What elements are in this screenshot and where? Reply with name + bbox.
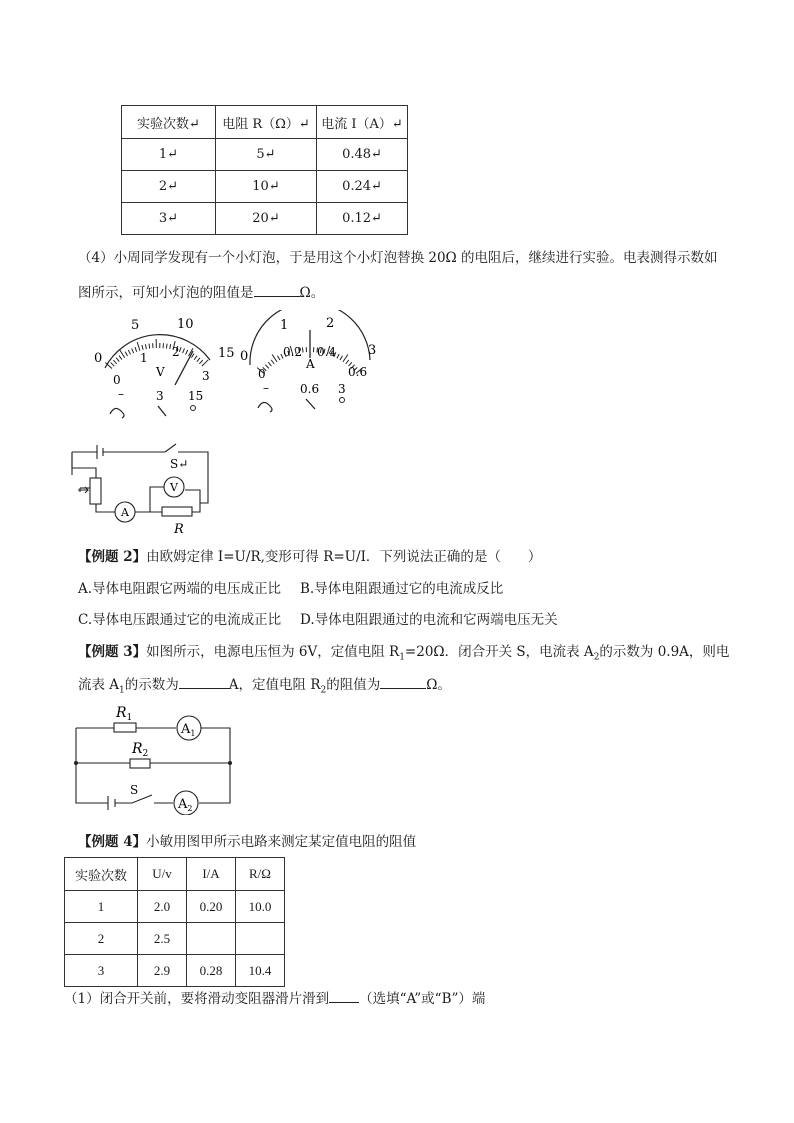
answer-blank xyxy=(380,688,426,689)
table1-cell: 20↵ xyxy=(216,203,317,235)
q4-line-1: （4）小周同学发现有一个小灯泡，于是用这个小灯泡替换 20Ω 的电阻后，继续进行实验。电表测得示数如 xyxy=(78,250,718,266)
example-2-option-b: B.导体电阻跟通过它的电流成反比 xyxy=(300,581,504,597)
example-2-option-d: D.导体电阻跟通过的电流和它两端电压无关 xyxy=(300,612,558,628)
table1-cell: 5↵ xyxy=(216,139,317,171)
meter-tick xyxy=(278,356,281,360)
table1-cell: 0.12↵ xyxy=(317,203,408,235)
table2-cell: 0.20 xyxy=(187,891,236,923)
ammeter-scale-label: 1 xyxy=(280,318,289,333)
ammeter-scale-label: 0 xyxy=(240,349,249,364)
table1-cell: 1↵ xyxy=(122,139,216,171)
ammeter-scale-label: 2 xyxy=(326,316,335,331)
meter-tick xyxy=(111,363,115,367)
example-2-option-a: A.导体电阻跟它两端的电压成正比 xyxy=(78,581,282,597)
table1-cell: 2↵ xyxy=(122,171,216,203)
meter-tick xyxy=(119,356,122,360)
meter-tick xyxy=(149,344,150,349)
meter-tick xyxy=(337,354,339,358)
circuit1-resistor-label: R xyxy=(174,522,184,537)
meter-tick xyxy=(170,344,171,349)
meter-tick xyxy=(166,344,167,349)
meter-tick xyxy=(197,358,200,362)
results-table-2 xyxy=(64,857,285,987)
ammeter-scale-label: 0.4 xyxy=(317,345,337,359)
circuit1-ammeter-label: A xyxy=(121,506,129,519)
example-2-option-c: C.导体电压跟通过它的电流成正比 xyxy=(78,612,282,628)
ammeter-scale-label: 0 xyxy=(258,367,266,381)
ammeter-scale-label: 0.6 xyxy=(348,365,368,379)
ammeter-scale-label: 0.2 xyxy=(283,345,303,359)
table2-header: U/v xyxy=(138,858,187,891)
table1-header: 电流 I（A）↵ xyxy=(317,106,408,139)
circuit2-a1-label: $A_1$ xyxy=(181,722,196,738)
meter-tick xyxy=(137,342,140,351)
meter-tick xyxy=(120,350,125,358)
voltmeter-scale-label: 3 xyxy=(202,369,210,383)
voltmeter-unit: V xyxy=(156,365,165,379)
junction-dot xyxy=(228,761,232,765)
circuit2-r2-label: $R_2$ xyxy=(132,741,149,759)
example-3-line-1: 【例题 3】如图所示，电源电压恒为 6V，定值电阻 $R_1=20\Omega$．闭合开关 S，电流表 $A_2$的示数为 0.9A，则电 xyxy=(78,644,730,663)
terminal-icon xyxy=(340,398,345,403)
voltmeter-scale-label: 0 xyxy=(113,373,121,387)
answer-blank xyxy=(254,296,300,297)
table2-cell: 3 xyxy=(65,955,138,987)
voltmeter-terminal-label: 15 xyxy=(188,389,204,403)
table2-cell: 10.0 xyxy=(236,891,285,923)
terminal-icon xyxy=(158,406,166,416)
junction-dot xyxy=(74,761,78,765)
meter-tick xyxy=(142,345,143,350)
voltmeter-scale-label: 0 xyxy=(94,351,103,366)
voltmeter-scale-label: 1 xyxy=(140,351,148,365)
voltmeter-scale-label: 5 xyxy=(131,318,140,333)
meter-tick xyxy=(271,360,274,364)
table1-cell: 0.24↵ xyxy=(317,171,408,203)
wire-icon xyxy=(258,402,272,412)
table2-cell: 2.5 xyxy=(138,923,187,955)
meter-tick xyxy=(113,360,116,364)
circuit2-switch-label: S xyxy=(130,783,139,797)
example-4-stem: 【例题 4】小敏用图甲所示电路来测定某定值电阻的阻值 xyxy=(78,834,417,850)
ammeter-unit: A xyxy=(306,357,315,371)
meter-tick xyxy=(183,348,185,353)
table2-cell: 0.28 xyxy=(187,955,236,987)
circuit-diagram-1 xyxy=(70,440,220,540)
results-table-1 xyxy=(121,105,408,235)
table2-cell: 10.4 xyxy=(236,955,285,987)
meter-tick xyxy=(265,365,268,369)
table1-header: 电阻 R（Ω）↵ xyxy=(216,106,317,139)
ammeter-scale-label: 3 xyxy=(368,343,377,358)
q4-line-2: 图所示，可知小灯泡的阻值是 Ω。 xyxy=(78,285,325,301)
circuit1-switch-label: S↵ xyxy=(170,457,189,471)
meter-tick xyxy=(116,358,119,362)
terminal-icon xyxy=(306,399,315,409)
table1-cell: 3↵ xyxy=(122,203,216,235)
meter-tick xyxy=(125,352,127,356)
meter-tick xyxy=(302,347,303,352)
meter-tick xyxy=(132,348,134,353)
meter-tick xyxy=(145,344,146,349)
ammeter-terminal-label: 0.6 xyxy=(300,382,320,396)
table2-header: 实验次数 xyxy=(65,858,138,891)
circuit2-a2-label: $A_2$ xyxy=(178,797,193,813)
ammeter-terminal-label: 3 xyxy=(338,382,346,396)
circuit-diagram-2 xyxy=(70,700,240,815)
table2-header: I/A xyxy=(187,858,236,891)
meter-tick xyxy=(135,347,137,352)
example-4-question-1: （1）闭合开关前，要将滑动变阻器滑片滑到 （选填“A”或“B”）端 xyxy=(64,991,486,1007)
table1-cell: 0.48↵ xyxy=(317,139,408,171)
voltmeter xyxy=(94,317,235,418)
answer-blank xyxy=(329,1002,359,1003)
table2-cell: 2.9 xyxy=(138,955,187,987)
terminal-icon xyxy=(191,406,196,411)
example-3-line-2: 流表 $A_1$的示数为 A，定值电阻 $R_2$的阻值为 Ω。 xyxy=(78,677,451,696)
table2-cell: 1 xyxy=(65,891,138,923)
voltmeter-scale-label: 2 xyxy=(172,345,180,359)
wire-icon xyxy=(110,408,124,418)
table1-cell: 10↵ xyxy=(216,171,317,203)
meter-tick xyxy=(272,354,277,362)
table2-cell xyxy=(187,923,236,955)
meter-tick xyxy=(268,362,271,366)
meter-tick xyxy=(343,354,348,362)
circuit1-voltmeter-label: V xyxy=(170,481,178,494)
table2-cell: 2.0 xyxy=(138,891,187,923)
ammeter-terminal-label: – xyxy=(263,381,269,395)
ammeter xyxy=(240,310,376,412)
table2-cell: 2 xyxy=(65,923,138,955)
voltmeter-scale-label: 15 xyxy=(218,346,235,361)
meter-tick xyxy=(179,347,181,352)
meter-tick xyxy=(340,356,343,360)
meter-tick xyxy=(186,350,188,354)
table2-cell xyxy=(236,923,285,955)
meter-tick xyxy=(199,360,202,364)
meter-tick xyxy=(128,350,130,354)
answer-blank xyxy=(179,688,229,689)
table1-header: 实验次数↵ xyxy=(122,106,216,139)
meter-tick xyxy=(194,356,197,360)
table2-header: R/Ω xyxy=(236,858,285,891)
voltmeter-scale-label: 10 xyxy=(177,317,194,332)
voltmeter-terminal-label: – xyxy=(118,387,124,401)
circuit2-r1-label: $R_1$ xyxy=(116,705,133,723)
meters-figure xyxy=(80,310,390,420)
meter-tick xyxy=(346,360,349,364)
example-2-stem: 【例题 2】由欧姆定律 I=U/R,变形可得 R=U/I．下列说法正确的是（ ） xyxy=(78,549,542,565)
voltmeter-terminal-label: 3 xyxy=(156,389,164,403)
